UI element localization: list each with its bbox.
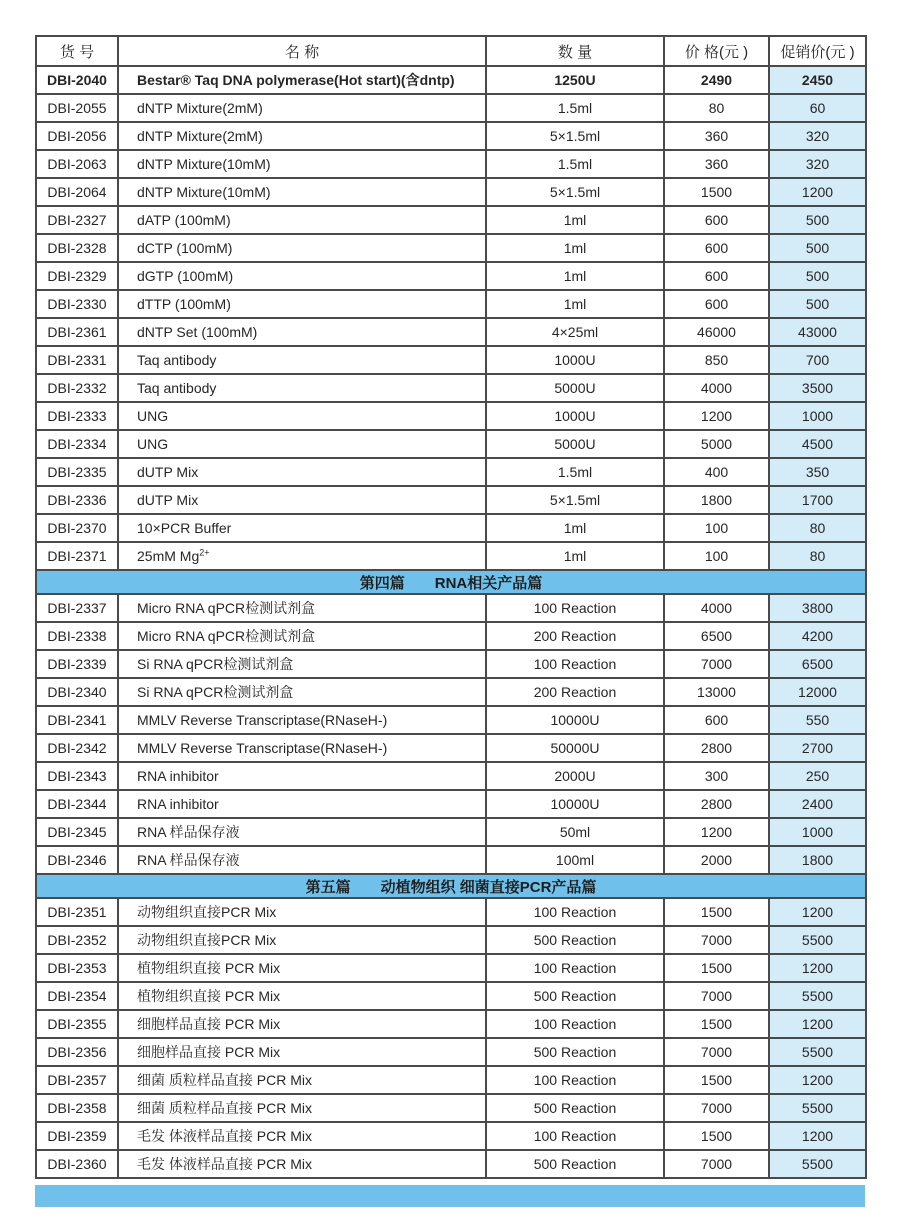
table-row [36,762,866,790]
table-row [36,94,866,122]
cell-product-name: 细菌 质粒样品直接 PCR Mix [118,1094,486,1122]
cell-quantity: 100 Reaction [486,1122,664,1150]
cell-price: 100 [664,514,769,542]
cell-catalog-code: DBI-2342 [36,734,118,762]
table-row [36,1010,866,1038]
cell-price: 600 [664,262,769,290]
cell-price: 1200 [664,818,769,846]
cell-promo-price: 500 [769,290,866,318]
table-row [36,178,866,206]
cell-price: 7000 [664,650,769,678]
cell-price: 600 [664,706,769,734]
cell-quantity: 200 Reaction [486,678,664,706]
cell-quantity: 10000U [486,790,664,818]
cell-promo-price: 12000 [769,678,866,706]
cell-price: 1500 [664,178,769,206]
cell-promo-price: 550 [769,706,866,734]
column-header-price: 价 格(元 ) [664,36,769,66]
table-row [36,818,866,846]
cell-promo-price: 60 [769,94,866,122]
table-row [36,318,866,346]
cell-quantity: 500 Reaction [486,1150,664,1178]
cell-quantity: 500 Reaction [486,1094,664,1122]
cell-price: 600 [664,206,769,234]
cell-product-name: dNTP Set (100mM) [118,318,486,346]
cell-quantity: 50ml [486,818,664,846]
cell-price: 360 [664,150,769,178]
cell-price: 1500 [664,954,769,982]
cell-catalog-code: DBI-2064 [36,178,118,206]
cell-price: 46000 [664,318,769,346]
superscript: 2+ [199,547,210,558]
cell-price: 7000 [664,1038,769,1066]
cell-quantity: 4×25ml [486,318,664,346]
cell-catalog-code: DBI-2337 [36,594,118,622]
cell-promo-price: 500 [769,206,866,234]
cell-promo-price: 4200 [769,622,866,650]
cell-product-name: 动物组织直接PCR Mix [118,898,486,926]
cell-product-name: Si RNA qPCR检测试剂盒 [118,678,486,706]
cell-quantity: 1000U [486,346,664,374]
cell-promo-price: 2450 [769,66,866,94]
column-header-catalog-code: 货 号 [36,36,118,66]
cell-product-name: RNA 样品保存液 [118,846,486,874]
cell-catalog-code: DBI-2330 [36,290,118,318]
cell-product-name: dNTP Mixture(10mM) [118,150,486,178]
cell-quantity: 1ml [486,514,664,542]
cell-quantity: 5000U [486,430,664,458]
cell-promo-price: 5500 [769,982,866,1010]
cell-product-name: dNTP Mixture(2mM) [118,94,486,122]
column-header-quantity: 数 量 [486,36,664,66]
cell-catalog-code: DBI-2354 [36,982,118,1010]
cell-price: 600 [664,290,769,318]
cell-price: 1800 [664,486,769,514]
cell-quantity: 2000U [486,762,664,790]
cell-product-name: Taq antibody [118,346,486,374]
cell-catalog-code: DBI-2339 [36,650,118,678]
cell-price: 400 [664,458,769,486]
cell-product-name: MMLV Reverse Transcriptase(RNaseH-) [118,734,486,762]
table-row [36,430,866,458]
cell-catalog-code: DBI-2329 [36,262,118,290]
column-header-promo-price: 促销价(元 ) [769,36,866,66]
cell-promo-price: 5500 [769,1038,866,1066]
cell-quantity: 500 Reaction [486,926,664,954]
cell-price: 5000 [664,430,769,458]
cell-promo-price: 1200 [769,1122,866,1150]
cell-promo-price: 1200 [769,898,866,926]
cell-quantity: 500 Reaction [486,1038,664,1066]
table-row [36,1038,866,1066]
cell-quantity: 100 Reaction [486,898,664,926]
cell-promo-price: 80 [769,542,866,570]
cell-product-name: Taq antibody [118,374,486,402]
column-header-product-name: 名 称 [118,36,486,66]
cell-promo-price: 4500 [769,430,866,458]
cell-price: 1500 [664,1066,769,1094]
cell-quantity: 100ml [486,846,664,874]
cell-promo-price: 5500 [769,926,866,954]
table-row [36,1066,866,1094]
cell-quantity: 100 Reaction [486,1010,664,1038]
table-row [36,262,866,290]
table-row [36,514,866,542]
table-header-row [36,36,866,66]
cell-catalog-code: DBI-2040 [36,66,118,94]
cell-catalog-code: DBI-2346 [36,846,118,874]
cell-product-name: Micro RNA qPCR检测试剂盒 [118,594,486,622]
table-row [36,346,866,374]
product-price-table [35,35,867,1179]
cell-quantity: 100 Reaction [486,594,664,622]
cell-price: 13000 [664,678,769,706]
cell-product-name: 10×PCR Buffer [118,514,486,542]
cell-catalog-code: DBI-2361 [36,318,118,346]
cell-product-name: UNG [118,430,486,458]
table-row [36,486,866,514]
cell-catalog-code: DBI-2335 [36,458,118,486]
cell-catalog-code: DBI-2327 [36,206,118,234]
cell-catalog-code: DBI-2338 [36,622,118,650]
cell-catalog-code: DBI-2336 [36,486,118,514]
cell-quantity: 5000U [486,374,664,402]
cell-price: 4000 [664,594,769,622]
cell-product-name: dNTP Mixture(2mM) [118,122,486,150]
cell-catalog-code: DBI-2360 [36,1150,118,1178]
cell-promo-price: 1200 [769,178,866,206]
cell-promo-price: 350 [769,458,866,486]
table-row [36,790,866,818]
cell-price: 2000 [664,846,769,874]
cell-price: 2800 [664,790,769,818]
cell-catalog-code: DBI-2341 [36,706,118,734]
cell-product-name: RNA 样品保存液 [118,818,486,846]
cell-price: 4000 [664,374,769,402]
cell-quantity: 5×1.5ml [486,122,664,150]
cell-catalog-code: DBI-2351 [36,898,118,926]
cell-promo-price: 500 [769,234,866,262]
cell-product-name: Bestar® Taq DNA polymerase(Hot start)(含dntp) [118,66,486,94]
cell-catalog-code: DBI-2352 [36,926,118,954]
table-row [36,122,866,150]
cell-product-name: UNG [118,402,486,430]
cell-promo-price: 1800 [769,846,866,874]
cell-catalog-code: DBI-2353 [36,954,118,982]
cell-promo-price: 1000 [769,402,866,430]
table-row [36,594,866,622]
cell-catalog-code: DBI-2055 [36,94,118,122]
cell-catalog-code: DBI-2371 [36,542,118,570]
cell-price: 1500 [664,1122,769,1150]
table-row [36,846,866,874]
cell-quantity: 1.5ml [486,458,664,486]
cell-price: 360 [664,122,769,150]
footer-bar [35,1185,865,1207]
cell-product-name: dCTP (100mM) [118,234,486,262]
cell-catalog-code: DBI-2357 [36,1066,118,1094]
cell-product-name: dGTP (100mM) [118,262,486,290]
cell-promo-price: 250 [769,762,866,790]
cell-product-name: Micro RNA qPCR检测试剂盒 [118,622,486,650]
cell-product-name: RNA inhibitor [118,790,486,818]
cell-catalog-code: DBI-2331 [36,346,118,374]
cell-quantity: 1250U [486,66,664,94]
cell-price: 80 [664,94,769,122]
section-header-row [36,570,866,594]
table-row [36,1150,866,1178]
cell-price: 7000 [664,1094,769,1122]
cell-quantity: 10000U [486,706,664,734]
section-header-label: 第四篇 RNA相关产品篇 [36,570,866,594]
cell-quantity: 5×1.5ml [486,178,664,206]
table-row [36,926,866,954]
section-header-row [36,874,866,898]
cell-promo-price: 6500 [769,650,866,678]
cell-price: 300 [664,762,769,790]
cell-promo-price: 43000 [769,318,866,346]
cell-quantity: 100 Reaction [486,650,664,678]
cell-catalog-code: DBI-2359 [36,1122,118,1150]
cell-promo-price: 1200 [769,1066,866,1094]
table-row [36,1094,866,1122]
cell-quantity: 1.5ml [486,94,664,122]
cell-price: 7000 [664,982,769,1010]
table-row [36,622,866,650]
cell-price: 100 [664,542,769,570]
cell-promo-price: 1700 [769,486,866,514]
cell-quantity: 1000U [486,402,664,430]
cell-price: 7000 [664,926,769,954]
cell-price: 850 [664,346,769,374]
table-row [36,542,866,570]
cell-promo-price: 80 [769,514,866,542]
table-row [36,982,866,1010]
cell-price: 7000 [664,1150,769,1178]
cell-price: 1500 [664,1010,769,1038]
cell-price: 600 [664,234,769,262]
cell-product-name: dUTP Mix [118,486,486,514]
table-row [36,458,866,486]
table-row [36,898,866,926]
cell-product-name: 细胞样品直接 PCR Mix [118,1038,486,1066]
cell-quantity: 1ml [486,262,664,290]
cell-promo-price: 1200 [769,1010,866,1038]
cell-catalog-code: DBI-2340 [36,678,118,706]
cell-promo-price: 1000 [769,818,866,846]
cell-promo-price: 3500 [769,374,866,402]
cell-promo-price: 2400 [769,790,866,818]
cell-product-name: 植物组织直接 PCR Mix [118,954,486,982]
cell-price: 2490 [664,66,769,94]
cell-promo-price: 1200 [769,954,866,982]
cell-product-name: RNA inhibitor [118,762,486,790]
cell-promo-price: 3800 [769,594,866,622]
cell-product-name: 动物组织直接PCR Mix [118,926,486,954]
cell-quantity: 1ml [486,234,664,262]
cell-price: 6500 [664,622,769,650]
table-row [36,66,866,94]
table-row [36,954,866,982]
table-row [36,1122,866,1150]
cell-product-name: dUTP Mix [118,458,486,486]
cell-promo-price: 320 [769,122,866,150]
cell-price: 1200 [664,402,769,430]
cell-product-name: 细菌 质粒样品直接 PCR Mix [118,1066,486,1094]
cell-quantity: 200 Reaction [486,622,664,650]
cell-quantity: 100 Reaction [486,1066,664,1094]
cell-promo-price: 700 [769,346,866,374]
cell-catalog-code: DBI-2370 [36,514,118,542]
cell-promo-price: 5500 [769,1094,866,1122]
cell-product-name: MMLV Reverse Transcriptase(RNaseH-) [118,706,486,734]
cell-catalog-code: DBI-2333 [36,402,118,430]
cell-quantity: 50000U [486,734,664,762]
cell-catalog-code: DBI-2328 [36,234,118,262]
cell-catalog-code: DBI-2344 [36,790,118,818]
cell-price: 1500 [664,898,769,926]
cell-catalog-code: DBI-2345 [36,818,118,846]
cell-promo-price: 5500 [769,1150,866,1178]
cell-product-name: dATP (100mM) [118,206,486,234]
cell-product-name: 植物组织直接 PCR Mix [118,982,486,1010]
cell-quantity: 1ml [486,290,664,318]
cell-catalog-code: DBI-2355 [36,1010,118,1038]
table-row [36,206,866,234]
cell-catalog-code: DBI-2063 [36,150,118,178]
table-row [36,734,866,762]
table-row [36,678,866,706]
cell-product-name: dTTP (100mM) [118,290,486,318]
cell-promo-price: 2700 [769,734,866,762]
cell-product-name: 毛发 体液样品直接 PCR Mix [118,1150,486,1178]
table-row [36,706,866,734]
cell-catalog-code: DBI-2056 [36,122,118,150]
section-header-label: 第五篇 动植物组织 细菌直接PCR产品篇 [36,874,866,898]
cell-promo-price: 320 [769,150,866,178]
table-row [36,290,866,318]
table-row [36,650,866,678]
table-row [36,234,866,262]
cell-quantity: 1ml [486,542,664,570]
cell-product-name: 细胞样品直接 PCR Mix [118,1010,486,1038]
cell-catalog-code: DBI-2332 [36,374,118,402]
cell-quantity: 500 Reaction [486,982,664,1010]
table-row [36,150,866,178]
cell-catalog-code: DBI-2334 [36,430,118,458]
cell-quantity: 1ml [486,206,664,234]
cell-catalog-code: DBI-2356 [36,1038,118,1066]
cell-quantity: 100 Reaction [486,954,664,982]
cell-quantity: 5×1.5ml [486,486,664,514]
cell-promo-price: 500 [769,262,866,290]
cell-product-name: Si RNA qPCR检测试剂盒 [118,650,486,678]
cell-product-name: dNTP Mixture(10mM) [118,178,486,206]
cell-price: 2800 [664,734,769,762]
cell-product-name: 25mM $Mg^{2+}$ [118,542,486,570]
cell-product-name: 毛发 体液样品直接 PCR Mix [118,1122,486,1150]
cell-catalog-code: DBI-2358 [36,1094,118,1122]
cell-catalog-code: DBI-2343 [36,762,118,790]
cell-quantity: 1.5ml [486,150,664,178]
table-row [36,374,866,402]
table-row [36,402,866,430]
